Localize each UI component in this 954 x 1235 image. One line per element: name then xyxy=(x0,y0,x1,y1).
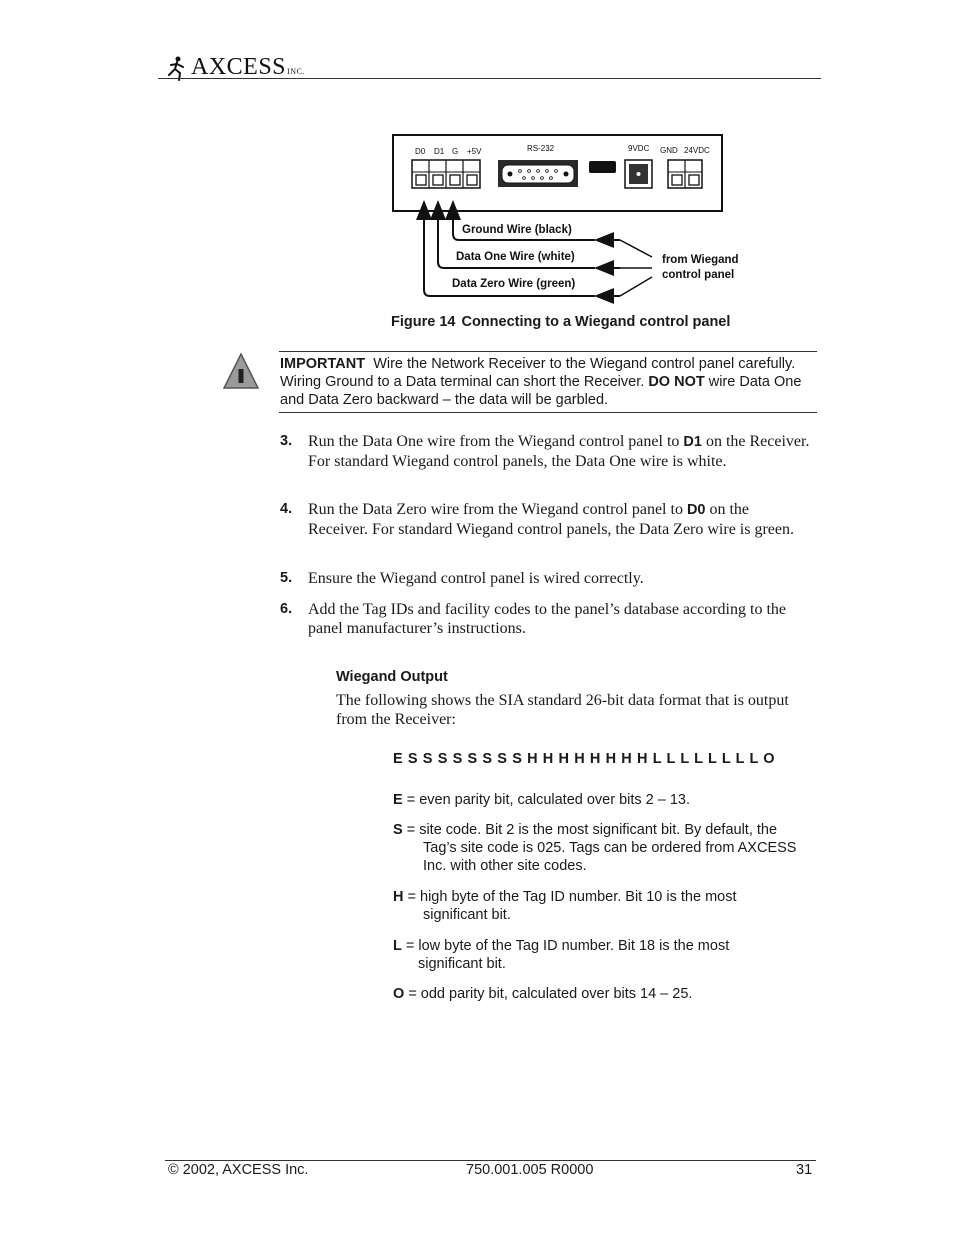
power-terminal xyxy=(668,160,702,188)
footer-doc-number: 750.001.005 R0000 xyxy=(466,1162,594,1178)
definition-text: = high byte of the Tag ID number. Bit 10 is the most xyxy=(407,889,737,905)
definition-text: = site code. Bit 2 is the most significant bit. By default, the xyxy=(406,822,778,838)
step-number: 3. xyxy=(280,433,293,449)
definition-continuation: significant bit. xyxy=(423,907,511,923)
step-number: 6. xyxy=(280,601,293,617)
definition-item xyxy=(393,888,813,924)
definition-key: O xyxy=(393,986,405,1002)
step-bold: D1 xyxy=(683,434,702,450)
step-number: 4. xyxy=(280,501,293,517)
step-text: Run the Data One wire from the Wiegand control panel to xyxy=(308,433,680,450)
important-notice xyxy=(279,351,817,413)
footer-page-number: 31 xyxy=(796,1162,813,1178)
step-bold: D0 xyxy=(686,502,706,518)
from-wiegand-label: from Wiegand xyxy=(662,254,739,266)
important-label: IMPORTANT xyxy=(280,356,366,372)
definition-text: = odd parity bit, calculated over bits 14 – 25. xyxy=(408,986,693,1002)
logo-inc: INC. xyxy=(287,67,305,76)
definition-text: = low byte of the Tag ID number. Bit 18 is the most xyxy=(405,938,730,954)
axcess-logo xyxy=(165,54,305,80)
gnd-label: GND xyxy=(660,146,678,155)
power-label: 9VDC xyxy=(628,144,650,153)
rs232-port xyxy=(498,160,578,187)
terminal-block xyxy=(412,160,480,188)
logo-text: AXCESS xyxy=(191,54,287,80)
definition-item xyxy=(393,985,813,1003)
step-text: Add the Tag IDs and facility codes to the panel’s database according to the panel manufacturer’s instructions. xyxy=(308,601,786,637)
step-text: Ensure the Wiegand control panel is wired correctly. xyxy=(308,570,644,587)
figure-caption xyxy=(391,314,736,330)
step-text: Run the Data Zero wire from the Wiegand control panel to xyxy=(308,501,683,518)
wiring-figure xyxy=(370,120,790,310)
figure-number: Figure 14 xyxy=(391,314,456,330)
definition-item xyxy=(393,821,813,875)
definition-item xyxy=(393,791,813,809)
definition-key: E xyxy=(393,792,403,808)
step-text-post: on the Receiver. For standard Wiegand control panels, the Data One wire is white. xyxy=(308,433,810,470)
data-one-wire-label: Data One Wire (white) xyxy=(456,251,575,263)
do-not-label: DO NOT xyxy=(648,374,705,390)
important-text-1: Wire the Network Receiver to the Wiegand control panel carefully. Wiring Ground to a Data terminal can short the Receiver. xyxy=(280,356,796,390)
step-item xyxy=(280,500,812,539)
data-zero-wire-label: Data Zero Wire (green) xyxy=(452,278,576,290)
rs232-label: RS-232 xyxy=(527,144,555,153)
footer-rule xyxy=(165,1160,816,1161)
wiegand-intro: The following shows the SIA standard 26-bit data format that is output from the Receiver: xyxy=(336,692,789,728)
step-number: 5. xyxy=(280,570,293,586)
terminal-label-d1: D1 xyxy=(434,147,445,156)
status-led xyxy=(589,161,616,173)
definition-continuation: Tag’s site code is 025. Tags can be ordered from AXCESS Inc. with other site codes. xyxy=(423,840,797,874)
wiegand-output-heading: Wiegand Output xyxy=(336,669,448,685)
step-item xyxy=(280,569,812,588)
ground-wire-label: Ground Wire (black) xyxy=(462,224,572,236)
footer-copyright: © 2002, AXCESS Inc. xyxy=(168,1162,309,1178)
step-item xyxy=(280,432,812,471)
definition-continuation: significant bit. xyxy=(418,956,506,972)
definition-key: S xyxy=(393,822,403,838)
figure-title: Connecting to a Wiegand control panel xyxy=(461,314,731,330)
definition-item xyxy=(393,937,813,973)
definition-key: H xyxy=(393,889,404,905)
header-rule xyxy=(158,78,821,79)
control-panel-label: control panel xyxy=(662,269,735,281)
bit-format: E S S S S S S S S H H H H H H H H L L L L L L L L O xyxy=(393,751,776,767)
step-item xyxy=(280,600,812,638)
terminal-label-5v: +5V xyxy=(467,147,482,156)
step-text-post: on the Receiver. For standard Wiegand control panels, the Data Zero wire is green. xyxy=(308,501,794,538)
power-jack xyxy=(625,160,652,188)
important-text-2: wire Data One and Data Zero backward – the data will be garbled. xyxy=(280,374,802,408)
v24-label: 24VDC xyxy=(684,146,710,155)
definition-key: L xyxy=(393,938,402,954)
definition-text: = even parity bit, calculated over bits 2 – 13. xyxy=(406,792,691,808)
warning-icon xyxy=(222,352,260,390)
terminal-label-g: G xyxy=(452,147,459,156)
terminal-label-d0: D0 xyxy=(415,147,426,156)
